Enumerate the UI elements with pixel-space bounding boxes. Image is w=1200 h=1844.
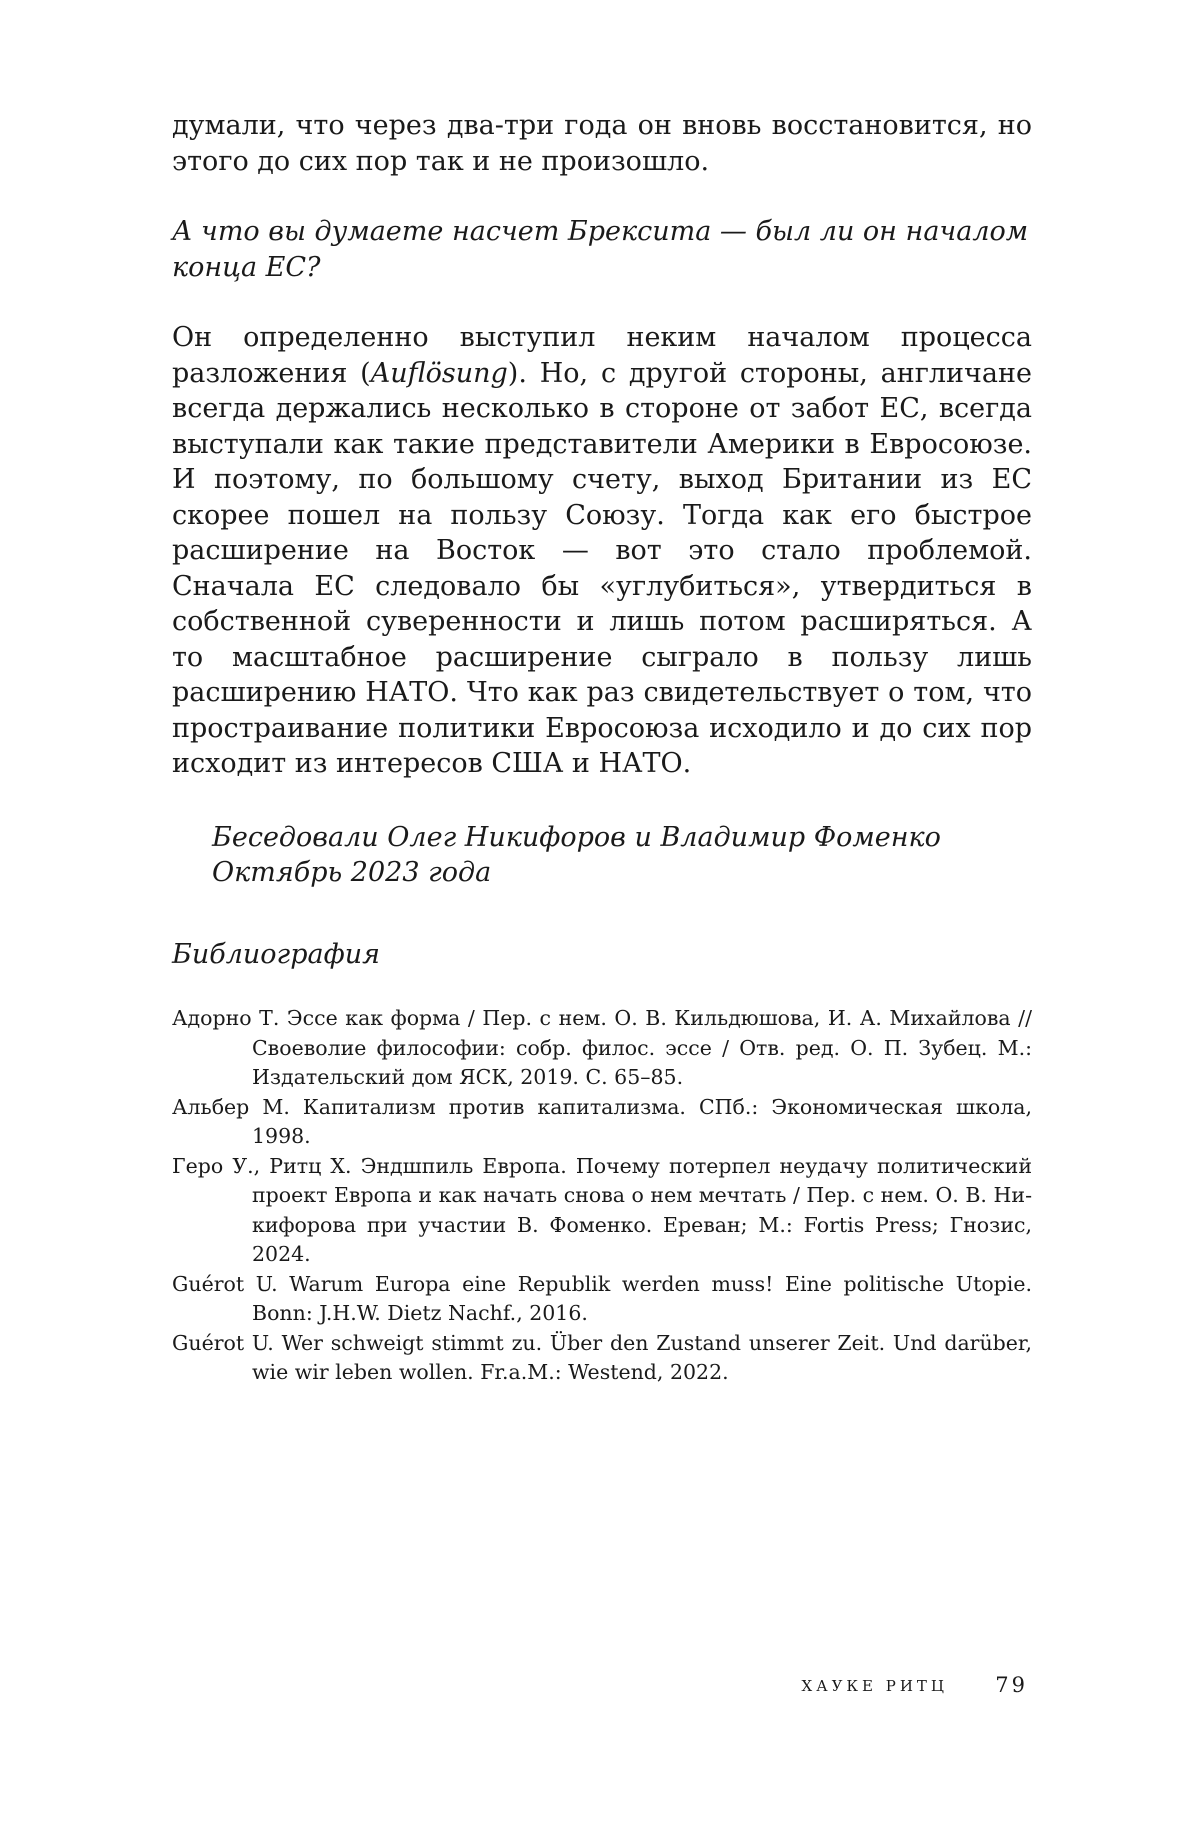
answer-italic-term: Auflösung — [370, 357, 508, 389]
bibliography-entry: Guérot U. Warum Europa eine Republik werden muss! Eine politische Utopie. Bonn: J.H.W. Dietz Nachf., 2016. — [172, 1271, 1032, 1325]
bibliography-entry: Геро У., Ритц Х. Эндшпиль Европа. Почему потерпел неудачу политический проект Европа и как начать снова о нем мечтать / Пер. с нем. О. В. Никифорова при участии В. Фоменко. Ереван; М.: Fortis Press; Гнозис, 2024. — [172, 1153, 1032, 1266]
bibliography-entry: Адорно Т. Эссе как форма / Пер. с нем. О. В. Кильдюшова, И. А. Михайлова // Своеволие философии: собр. филос. эссе / Отв. ред. О. П. Зубец. М.: Издательский дом ЯСК, 2019. С. 65–85. — [172, 1006, 1032, 1089]
page-footer — [0, 1673, 1200, 1703]
credits-interviewers: Беседовали Олег Никифоров и Владимир Фоменко — [212, 821, 941, 853]
interview-credits — [212, 820, 1032, 891]
answer-rest: ). Но, с другой стороны, англичане всегда держались несколько в стороне от забот ЕС, всегда выступали как такие представители Америки в Евросоюзе. И поэтому, по большому счету, выход Британии из ЕС скорее пошел на пользу Союзу. Тогда как его быстрое расширение на Восток — вот это стало проблемой. Сначала ЕС следовало бы «углубиться», утвердиться в собственной суверенности и лишь потом расширяться. А то масштабное расширение сыграло в пользу лишь расширению НАТО. Что как раз свидетельствует о том, что простраивание политики Евросоюза исходило и до сих пор исходит из интересов США и НАТО. — [172, 357, 1032, 779]
credits-date: Октябрь 2023 года — [212, 857, 492, 888]
bibliography-entry: Guérot U. Wer schweigt stimmt zu. Über den Zustand unserer Zeit. Und darüber, wie wir leben wollen. Fr.a.M.: Westend, 2022. — [172, 1330, 1032, 1384]
page-content — [172, 108, 1032, 1388]
continued-paragraph: думали, что через два-три года он вновь восстановится, но этого до сих пор так и не произошло. — [172, 110, 1032, 177]
bibliography-list — [172, 1004, 1032, 1388]
interview-question: А что вы думаете насчет Брексита — был ли он началом конца ЕС? — [172, 216, 1029, 283]
bibliography-title: Библиография — [172, 938, 380, 970]
page-number: 79 — [995, 1673, 1028, 1697]
bibliography-entry: Альбер М. Капитализм против капитализма. СПб.: Экономическая школа, 1998. — [172, 1094, 1032, 1148]
answer-start: Он определенно выступил неким началом процесса разложения ( — [172, 322, 1032, 389]
interview-answer — [172, 320, 1032, 782]
running-head: ХАУКЕ РИТЦ — [801, 1677, 948, 1695]
